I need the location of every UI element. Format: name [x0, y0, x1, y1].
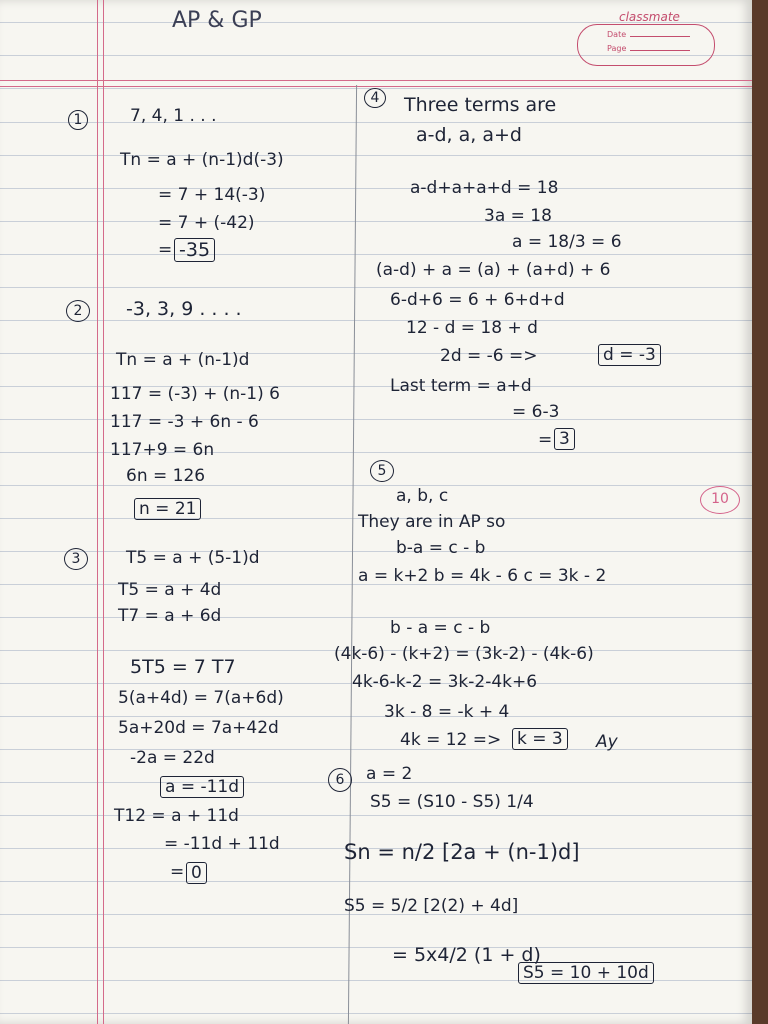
date-field: Date — [607, 30, 690, 39]
q3-line: -2a = 22d — [130, 748, 215, 768]
q2-answer: n = 21 — [134, 498, 201, 520]
q5-line: (4k-6) - (k+2) = (3k-2) - (4k-6) — [334, 644, 594, 664]
q5-line: a, b, c — [396, 486, 449, 506]
q2-line: 117 = (-3) + (n-1) 6 — [110, 384, 280, 404]
q4-line: Three terms are — [404, 94, 557, 116]
q4-answer-prefix: = — [538, 430, 553, 450]
q2-line: 117+9 = 6n — [110, 440, 215, 460]
q5-note: Ay — [596, 732, 618, 752]
q3-answer-prefix: = — [170, 862, 185, 882]
page-field: Page — [607, 44, 690, 53]
score-mark: 10 — [700, 486, 740, 514]
q4-line: (a-d) + a = (a) + (a+d) + 6 — [376, 260, 611, 280]
question-number: 1 — [68, 110, 88, 130]
q3-line: 5a+20d = 7a+42d — [118, 718, 279, 738]
q1-answer-prefix: = — [158, 240, 173, 260]
q5-line: 4k = 12 => — [400, 730, 502, 750]
q3-line: T5 = a + (5-1)d — [126, 548, 260, 568]
margin-line — [103, 0, 104, 1024]
q4-line: a-d+a+a+d = 18 — [410, 178, 559, 198]
q3-line: T5 = a + 4d — [118, 580, 222, 600]
q3-line: 5(a+4d) = 7(a+6d) — [118, 688, 284, 708]
q4-line: 3a = 18 — [484, 206, 552, 226]
q2-line: 6n = 126 — [126, 466, 206, 486]
page-title: AP & GP — [172, 8, 262, 33]
q6-line: S5 = 5/2 [2(2) + 4d] — [344, 896, 519, 916]
q3-line: = -11d + 11d — [164, 834, 280, 854]
question-number: 5 — [370, 460, 394, 482]
q4-line: = 6-3 — [512, 402, 560, 422]
q1-line: = 7 + 14(-3) — [158, 185, 266, 205]
q4-line: Last term = a+d — [390, 376, 532, 396]
q5-line: b - a = c - b — [390, 618, 491, 638]
q4-line: a = 18/3 = 6 — [512, 232, 622, 252]
header-line — [0, 80, 752, 81]
q5-line: 4k-6-k-2 = 3k-2-4k+6 — [352, 672, 538, 692]
q5-line: a = k+2 b = 4k - 6 c = 3k - 2 — [358, 566, 607, 586]
classmate-logo — [575, 8, 715, 68]
q1-line: = 7 + (-42) — [158, 213, 255, 233]
q4-answer: 3 — [554, 428, 575, 450]
q4-line: 6-d+6 = 6 + 6+d+d — [390, 290, 565, 310]
q2-line: 117 = -3 + 6n - 6 — [110, 412, 259, 432]
q6-line: a = 2 — [366, 764, 413, 784]
question-number: 4 — [364, 88, 386, 108]
q4-line: 12 - d = 18 + d — [406, 318, 538, 338]
q5-answer: k = 3 — [512, 728, 568, 750]
q5-line: b-a = c - b — [396, 538, 486, 558]
q2-line: Tn = a + (n-1)d — [116, 350, 250, 370]
header-line — [0, 86, 752, 87]
q6-line: = 5x4/2 (1 + d) — [392, 944, 541, 966]
question-number: 6 — [328, 768, 352, 792]
question-number: 2 — [66, 300, 90, 322]
q3-boxed-result: a = -11d — [160, 776, 244, 798]
column-divider — [348, 85, 357, 1024]
q2-line: -3, 3, 9 . . . . — [126, 298, 242, 320]
q3-answer: 0 — [186, 862, 207, 884]
q4-line: 2d = -6 => — [440, 346, 538, 366]
q3-line: T12 = a + 11d — [114, 806, 239, 826]
q6-answer: S5 = 10 + 10d — [518, 962, 654, 984]
q1-line: Tn = a + (n-1)d(-3) — [120, 150, 284, 170]
q5-line: They are in AP so — [358, 512, 506, 532]
q4-boxed-result: d = -3 — [598, 344, 661, 366]
q1-answer: -35 — [174, 238, 215, 262]
q6-line: S5 = (S10 - S5) 1/4 — [370, 792, 534, 812]
q6-line: Sn = n/2 [2a + (n-1)d] — [344, 840, 580, 864]
q3-line: 5T5 = 7 T7 — [130, 656, 236, 678]
q1-line: 7, 4, 1 . . . — [130, 106, 217, 126]
margin-line — [97, 0, 98, 1024]
question-number: 3 — [64, 548, 88, 570]
brand-name: classmate — [619, 10, 680, 24]
q3-line: T7 = a + 6d — [118, 606, 222, 626]
q4-line: a-d, a, a+d — [416, 124, 522, 146]
q5-line: 3k - 8 = -k + 4 — [384, 702, 510, 722]
